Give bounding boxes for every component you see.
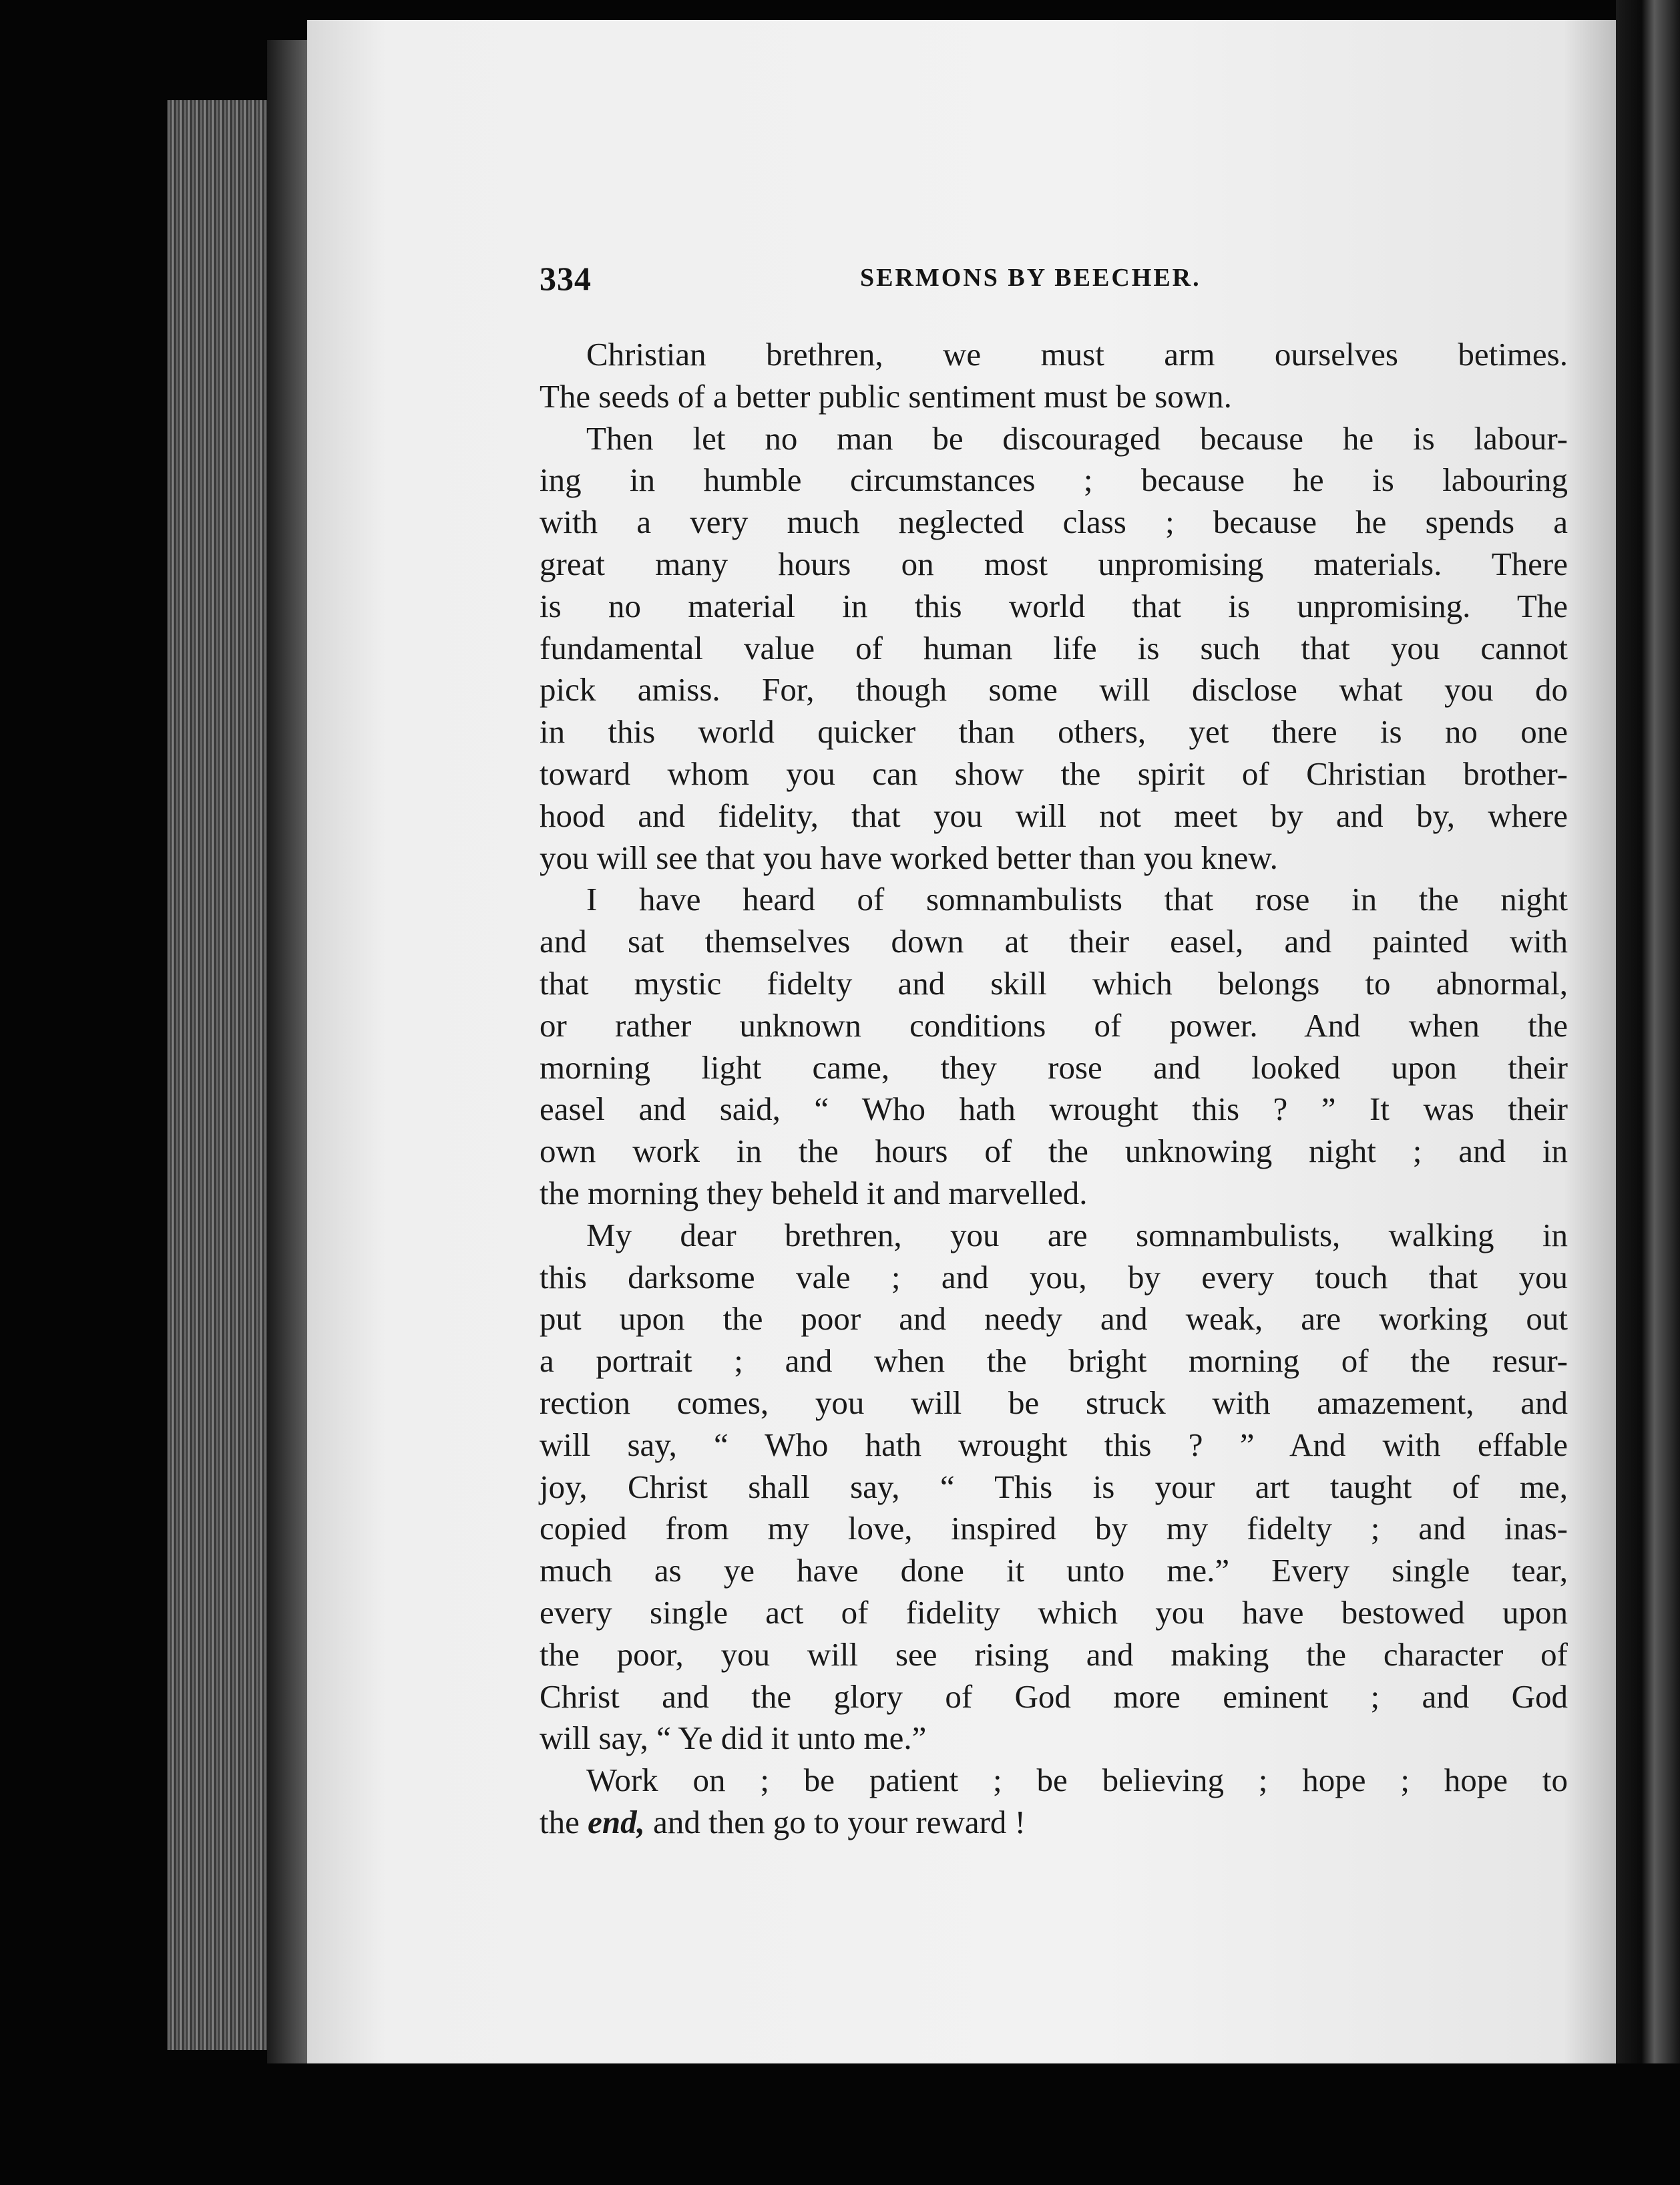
text-line: Then let no man be discouraged because he is labour- xyxy=(586,419,1568,457)
emphasized-word: end, xyxy=(588,1803,645,1840)
text-line: Christ and the glory of God more eminent ; and God xyxy=(540,1677,1568,1715)
text-line: much as ye have done it unto me.” Every single tear, xyxy=(540,1552,1568,1589)
text-line: great many hours on most unpromising materials. There xyxy=(540,545,1568,582)
text-line: every single act of fidelity which you have bestowed upon xyxy=(540,1593,1568,1631)
final-text-line xyxy=(540,1802,1568,1844)
text-line: own work in the hours of the unknowing night ; and in xyxy=(540,1133,1568,1170)
right-gutter xyxy=(1616,0,1680,2185)
running-title: SERMONS BY BEECHER. xyxy=(860,264,1201,292)
text-line: easel and said, “ Who hath wrought this ? ” It was their xyxy=(540,1090,1568,1128)
running-head xyxy=(540,259,1581,299)
text-line: a portrait ; and when the bright morning of the resur- xyxy=(540,1342,1568,1380)
text-line: you will see that you have worked better than you knew. xyxy=(540,839,1278,876)
text-line: hood and fidelity, that you will not meet by and by, where xyxy=(540,797,1568,834)
text-line: and sat themselves down at their easel, and painted with xyxy=(540,923,1568,960)
text-line: that mystic fidelty and skill which belongs to abnormal, xyxy=(540,964,1568,1002)
text-line: ing in humble circumstances ; because he is labouring xyxy=(540,461,1568,499)
text-line: in this world quicker than others, yet there is no one xyxy=(540,713,1568,751)
text-line: joy, Christ shall say, “ This is your art taught of me, xyxy=(540,1468,1568,1505)
sermon-text xyxy=(540,334,1568,1844)
text-line: will say, “ Who hath wrought this ? ” And with effable xyxy=(540,1426,1568,1463)
text-line: fundamental value of human life is such that you cannot xyxy=(540,629,1568,666)
text-line: the morning they beheld it and marvelled. xyxy=(540,1174,1088,1211)
text-line: Christian brethren, we must arm ourselves betimes. xyxy=(586,336,1568,373)
text-line: I have heard of somnambulists that rose in the night xyxy=(586,881,1568,918)
text-line: or rather unknown conditions of power. And when the xyxy=(540,1006,1568,1044)
text-line: with a very much neglected class ; because he spends a xyxy=(540,504,1568,541)
final-line-start: the xyxy=(540,1803,588,1840)
text-line: rection comes, you will be struck with amazement, and xyxy=(540,1384,1568,1421)
bottom-border xyxy=(0,2063,1680,2185)
text-line: put upon the poor and needy and weak, are working out xyxy=(540,1300,1568,1338)
text-line: will say, “ Ye did it unto me.” xyxy=(540,1720,927,1757)
text-line: morning light came, they rose and looked upon their xyxy=(540,1048,1568,1086)
text-line: copied from my love, inspired by my fidelty ; and inas- xyxy=(540,1510,1568,1547)
text-line: The seeds of a better public sentiment must be sown. xyxy=(540,377,1232,415)
text-line: is no material in this world that is unpromising. The xyxy=(540,587,1568,624)
final-line-end: and then go to your reward ! xyxy=(644,1803,1026,1840)
text-line: Work on ; be patient ; be believing ; hope ; hope to xyxy=(586,1762,1568,1799)
page-number: 334 xyxy=(540,260,592,297)
text-line: the poor, you will see rising and making the character of xyxy=(540,1635,1568,1673)
text-line: toward whom you can show the spirit of Christian brother- xyxy=(540,755,1568,792)
text-line: this darksome vale ; and you, by every touch that you xyxy=(540,1258,1568,1296)
text-line: pick amiss. For, though some will disclose what you do xyxy=(540,671,1568,709)
text-line: My dear brethren, you are somnambulists, walking in xyxy=(586,1216,1568,1253)
